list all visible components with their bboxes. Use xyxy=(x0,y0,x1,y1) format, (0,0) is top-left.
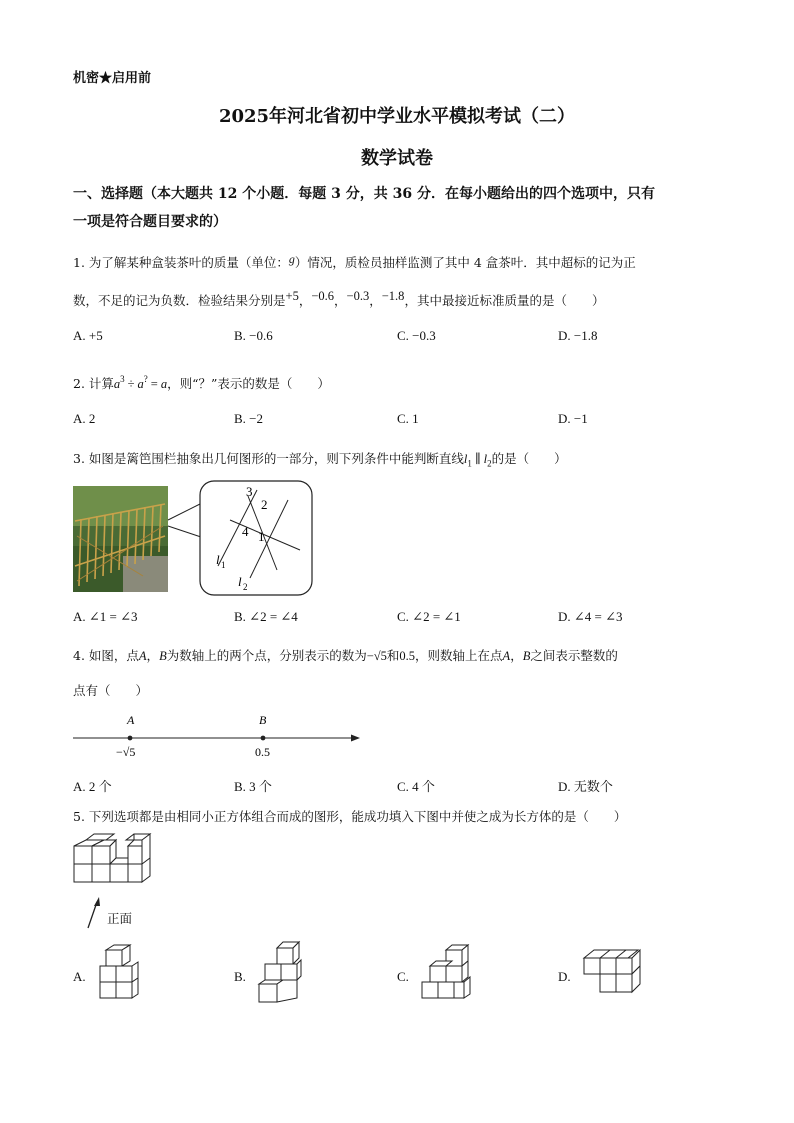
q4-point-a: A xyxy=(138,649,147,663)
q3-option-a[interactable]: A. ∠1 = ∠3 xyxy=(73,609,138,624)
q5-option-a-label[interactable]: A. xyxy=(73,969,86,984)
q1-option-a[interactable]: A. +5 xyxy=(73,328,103,343)
q2-equals: = xyxy=(150,377,158,391)
q1-value-2: −0.6 xyxy=(311,289,335,303)
fence-photo xyxy=(73,486,168,592)
number-line xyxy=(70,710,365,762)
q2-option-d[interactable]: D. −1 xyxy=(558,411,588,426)
q4-and: 和 xyxy=(386,648,400,663)
callout-pointer-bottom xyxy=(168,526,204,538)
q4-comma-2: ， xyxy=(510,648,523,663)
l1-label: l xyxy=(216,552,220,567)
point-b-label: B xyxy=(259,713,267,727)
l2-sub-label: 2 xyxy=(243,582,248,592)
q1-unit: g xyxy=(288,252,295,266)
q3-l1-sub: 1 xyxy=(467,458,472,469)
exam-title: 2025年河北省初中学业水平模拟考试（二） xyxy=(218,106,576,127)
q4-line2: 点有（ ） xyxy=(73,683,149,698)
q4-text-c: ，则数轴上在点 xyxy=(415,648,503,663)
number-line-arrow xyxy=(351,735,360,742)
cube-assembly-figure xyxy=(72,832,162,896)
section-heading-line1: 一、选择题（本大题共 12 个小题．每题 3 分，共 36 分．在每小题给出的四个选项中，只有 xyxy=(73,186,655,202)
q5-option-d-figure[interactable] xyxy=(580,946,646,1002)
q2-result: a xyxy=(160,377,168,391)
q3-l2: l xyxy=(483,452,488,466)
callout-pointer-top xyxy=(168,502,204,520)
q2-suffix: ，则“？”表示的数是（ ） xyxy=(167,376,330,391)
q3-line xyxy=(73,449,567,469)
parallel-lines-diagram xyxy=(160,478,316,598)
q4-option-d[interactable]: D. 无数个 xyxy=(558,779,613,794)
q4-value-b: 0.5 xyxy=(399,649,416,663)
q5-line: 5. 下列选项都是由相同小正方体组合而成的图形，能成功填入下图中并使之成为长方体的是（ ） xyxy=(73,809,627,824)
q3-parallel: ∥ xyxy=(474,452,481,466)
q3-option-d[interactable]: D. ∠4 = ∠3 xyxy=(558,609,623,624)
q5-option-c-figure[interactable] xyxy=(418,944,474,1002)
l1-sub-label: 1 xyxy=(221,560,226,570)
q2-base1: a xyxy=(113,377,121,391)
point-b-dot xyxy=(261,736,266,741)
q1-text-b: ）情况，质检员抽样监测了其中 4 盒茶叶．其中超标的记为正 xyxy=(294,255,636,270)
angle-2-label: 2 xyxy=(261,497,268,512)
callout-box xyxy=(200,481,312,595)
q1-value-1: +5 xyxy=(285,289,299,303)
point-a-dot xyxy=(128,736,133,741)
q4-option-b[interactable]: B. 3 个 xyxy=(234,779,272,794)
tick-b-label: 0.5 xyxy=(255,745,270,759)
front-arrow-icon xyxy=(84,896,104,930)
tick-a-label: −√5 xyxy=(116,745,136,759)
angle-1-label: 1 xyxy=(258,529,265,544)
q4-point-a-2: A xyxy=(502,649,511,663)
q4-point-b: B xyxy=(159,649,167,663)
q3-text-a: 3. 如图是篱笆围栏抽象出几何图形的一部分，则下列条件中能判断直线 xyxy=(73,451,464,466)
angle-3-label: 3 xyxy=(246,484,253,499)
q4-point-b-2: B xyxy=(522,649,531,663)
q3-option-c[interactable]: C. ∠2 = ∠1 xyxy=(397,609,461,624)
q2-exp2: ? xyxy=(143,374,148,384)
q1-line1 xyxy=(73,253,636,271)
q5-option-b-label[interactable]: B. xyxy=(234,969,246,984)
q1-value-3: −0.3 xyxy=(346,289,370,303)
confidential-label: 机密★启用前 xyxy=(73,71,152,86)
q1-text-a: 1. 为了解某种盒装茶叶的质量（单位： xyxy=(73,255,289,270)
q1-option-c[interactable]: C. −0.3 xyxy=(397,328,436,343)
q2-divide: ÷ xyxy=(127,377,135,391)
q3-text-b: 的是（ ） xyxy=(491,451,567,466)
q1-line2: 数，不足的记为负数．检验结果分别是+5，−0.6，−0.3，−1.8，其中最接近标准质量的是（ ） xyxy=(73,289,605,308)
q1-text-c: 数，不足的记为负数．检验结果分别是 xyxy=(73,293,286,308)
q4-option-a[interactable]: A. 2 个 xyxy=(73,779,112,794)
q1-value-4: −1.8 xyxy=(381,289,405,303)
q2-option-b[interactable]: B. −2 xyxy=(234,411,264,426)
exam-subtitle: 数学试卷 xyxy=(361,148,433,169)
q4-text-d: 之间表示整数的 xyxy=(530,648,618,663)
q2-base2: a xyxy=(137,377,144,391)
q3-option-b[interactable]: B. ∠2 = ∠4 xyxy=(234,609,298,624)
q2-option-a[interactable]: A. 2 xyxy=(73,411,96,426)
q5-option-b-figure[interactable] xyxy=(255,940,305,1006)
front-label: 正面 xyxy=(107,911,133,926)
q2-prefix: 2. 计算 xyxy=(73,376,114,391)
q5-option-d-label[interactable]: D. xyxy=(558,969,571,984)
q2-option-c[interactable]: C. 1 xyxy=(397,411,419,426)
section-heading-line2: 一项是符合题目要求的） xyxy=(73,214,227,230)
q4-line1 xyxy=(73,646,618,664)
l2-label: l xyxy=(238,574,242,589)
q1-option-b[interactable]: B. −0.6 xyxy=(234,328,273,343)
q4-text-a: 4. 如图，点 xyxy=(73,648,139,663)
angle-4-label: 4 xyxy=(242,524,249,539)
q5-option-a-figure[interactable] xyxy=(96,944,142,1002)
q4-option-c[interactable]: C. 4 个 xyxy=(397,779,435,794)
q3-l1: l xyxy=(463,452,468,466)
q2-exp1: 3 xyxy=(120,374,125,384)
q2-line xyxy=(73,374,330,392)
q3-l2-sub: 2 xyxy=(487,458,492,469)
q1-option-d[interactable]: D. −1.8 xyxy=(558,328,598,343)
q5-option-c-label[interactable]: C. xyxy=(397,969,409,984)
q4-text-b: 为数轴上的两个点，分别表示的数为 xyxy=(166,648,367,663)
q1-text-d: ，其中最接近标准质量的是（ ） xyxy=(404,293,605,308)
q4-comma: ， xyxy=(146,648,160,663)
q4-value-a: −√5 xyxy=(366,649,387,663)
point-a-label: A xyxy=(127,713,135,727)
